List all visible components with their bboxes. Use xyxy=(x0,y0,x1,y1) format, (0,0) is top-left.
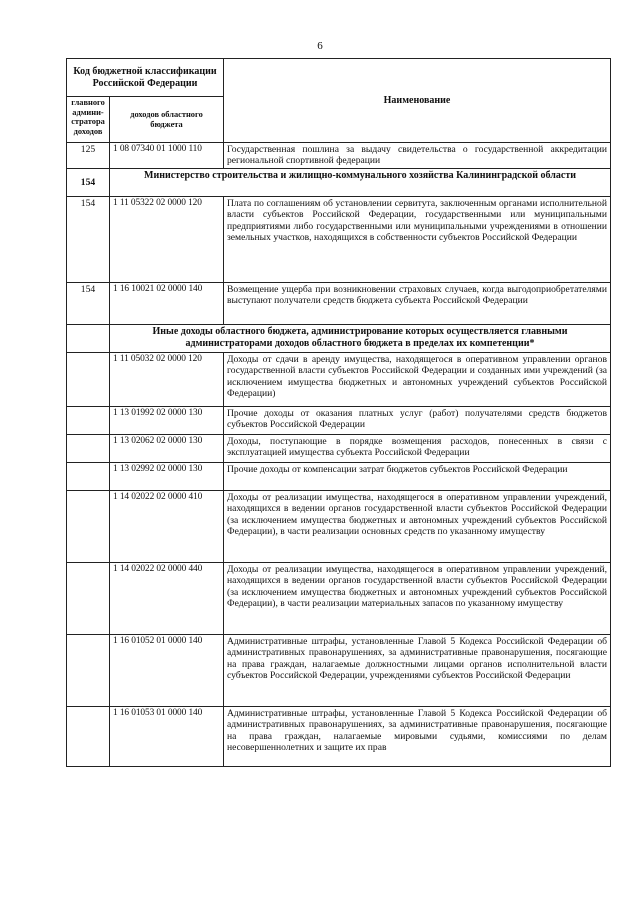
admin-code: 154 xyxy=(67,197,110,283)
section-admin-code: 154 xyxy=(67,169,110,197)
income-code: 1 14 02022 02 0000 410 xyxy=(110,491,224,563)
admin-code xyxy=(67,635,110,707)
admin-code xyxy=(67,353,110,407)
table-row xyxy=(67,353,611,407)
section-row xyxy=(67,325,611,353)
admin-code xyxy=(67,435,110,463)
income-code: 1 16 01052 01 0000 140 xyxy=(110,635,224,707)
income-code: 1 08 07340 01 1000 110 xyxy=(110,143,224,169)
table-row xyxy=(67,635,611,707)
admin-code xyxy=(67,491,110,563)
section-admin-code xyxy=(67,325,110,353)
income-name: Доходы от реализации имущества, находящегося в оперативном управлении учреждений, находящихся в ведении органов государственной власти субъектов Российской Федерации (за исключением имущества бюджетных и автономных учреждений субъектов Российской Федерации), в части реализации материальных запасов по указанному имуществу xyxy=(224,563,611,635)
section-title: Министерство строительства и жилищно-коммунального хозяйства Калининградской области xyxy=(110,169,611,197)
income-name: Прочие доходы от оказания платных услуг (работ) получателями средств бюджетов субъектов Российской Федерации xyxy=(224,407,611,435)
header-name: Наименование xyxy=(224,59,611,143)
table-row xyxy=(67,563,611,635)
income-name: Государственная пошлина за выдачу свидетельства о государственной аккредитации региональной спортивной федерации xyxy=(224,143,611,169)
table-row xyxy=(67,143,611,169)
income-name: Возмещение ущерба при возникновении страховых случаев, когда выгодоприобретателями выступают получатели средств бюджета субъекта Российской Федерации xyxy=(224,283,611,325)
income-name: Прочие доходы от компенсации затрат бюджетов субъектов Российской Федерации xyxy=(224,463,611,491)
admin-code xyxy=(67,463,110,491)
section-row xyxy=(67,169,611,197)
income-name: Доходы, поступающие в порядке возмещения расходов, понесенных в связи с эксплуатацией имущества субъекта Российской Федерации xyxy=(224,435,611,463)
admin-code: 154 xyxy=(67,283,110,325)
income-name: Административные штрафы, установленные Главой 5 Кодекса Российской Федерации об административных правонарушениях, за административные правонарушения, посягающие на права граждан, налагаемые мировыми судьями, комиссиями по делам несовершеннолетних и защите их прав xyxy=(224,707,611,767)
table-row xyxy=(67,463,611,491)
income-name: Доходы от реализации имущества, находящегося в оперативном управлении учреждений, находящихся в ведении органов государственной власти субъектов Российской Федерации (за исключением имущества бюджетных и автономных учреждений субъектов Российской Федерации), в части реализации основных средств по указанному имуществу xyxy=(224,491,611,563)
table-row xyxy=(67,707,611,767)
income-code: 1 11 05322 02 0000 120 xyxy=(110,197,224,283)
page-number: 6 xyxy=(317,40,323,52)
income-name: Плата по соглашениям об установлении сервитута, заключенным органами исполнительной власти субъектов Российской Федерации, государственными или муниципальными предприятиями либо государственными или муниципальными учреждениями в отношении земельных участков, находящихся в собственности субъектов Российской Федерации xyxy=(224,197,611,283)
admin-code xyxy=(67,707,110,767)
header-income: доходов областного бюджета xyxy=(110,97,224,143)
income-code: 1 11 05032 02 0000 120 xyxy=(110,353,224,407)
table-row xyxy=(67,435,611,463)
budget-classification-table xyxy=(66,58,611,767)
income-code: 1 13 02062 02 0000 130 xyxy=(110,435,224,463)
income-code: 1 14 02022 02 0000 440 xyxy=(110,563,224,635)
income-code: 1 13 01992 02 0000 130 xyxy=(110,407,224,435)
income-code: 1 16 10021 02 0000 140 xyxy=(110,283,224,325)
table-row xyxy=(67,283,611,325)
income-name: Доходы от сдачи в аренду имущества, находящегося в оперативном управлении органов государственной власти субъектов Российской Федерации и созданных ими учреждений (за исключением имущества бюджетных и автономных учреждений субъектов Российской Федерации) xyxy=(224,353,611,407)
income-code: 1 16 01053 01 0000 140 xyxy=(110,707,224,767)
income-code: 1 13 02992 02 0000 130 xyxy=(110,463,224,491)
header-admin: главного админи-стратора доходов xyxy=(67,97,110,143)
admin-code xyxy=(67,407,110,435)
income-name: Административные штрафы, установленные Главой 5 Кодекса Российской Федерации об административных правонарушениях, за административные правонарушения, посягающие на права граждан, налагаемые должностными лицами органов исполнительной власти субъектов Российской Федерации, учреждениями субъектов Российской Федерации xyxy=(224,635,611,707)
header-code-group: Код бюджетной классификации Российской Федерации xyxy=(67,59,224,97)
admin-code: 125 xyxy=(67,143,110,169)
section-title: Иные доходы областного бюджета, администрирование которых осуществляется главными администраторами доходов областного бюджета в пределах их компетенции* xyxy=(110,325,611,353)
table-row xyxy=(67,197,611,283)
table-row xyxy=(67,407,611,435)
admin-code xyxy=(67,563,110,635)
table-row xyxy=(67,491,611,563)
